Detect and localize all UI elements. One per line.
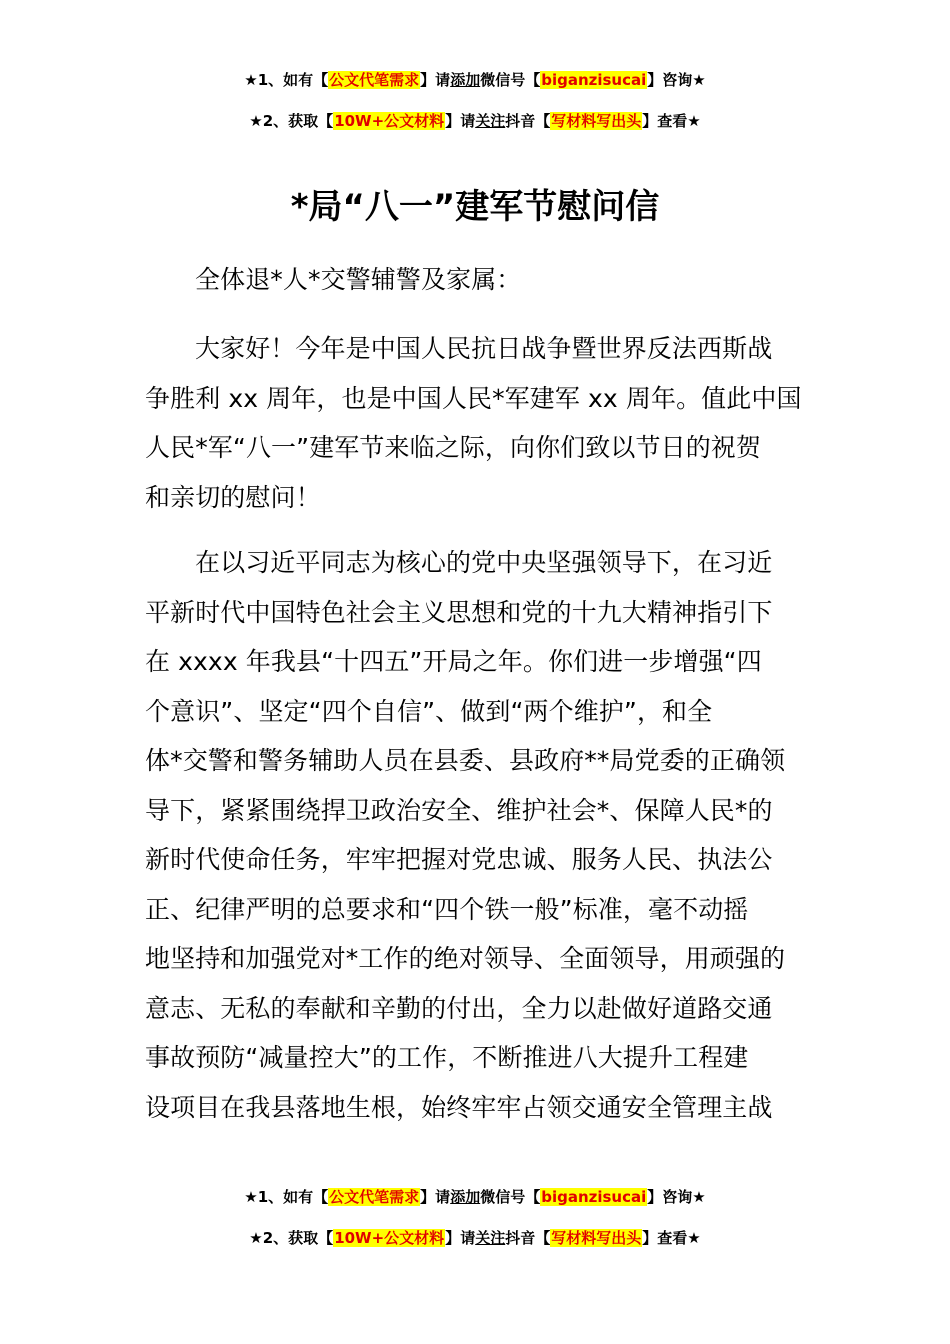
paragraph-line: 在以习近平同志为核心的党中央坚强领导下，在习近 [195,548,773,577]
header-promo-line-1 [0,70,950,90]
promo-text: 】咨询★ [647,71,706,89]
paragraph-line: 意志、无私的奉献和辛勤的付出，全力以赴做好道路交通 [145,993,773,1023]
footer-promo-line-2 [0,1228,950,1248]
highlighted-douyin-account: 写材料写出头 [551,112,642,130]
highlighted-wechat-id: biganzisucai [541,1188,647,1206]
paragraph-line: 大家好！今年是中国人民抗日战争暨世界反法西斯战 [195,334,773,363]
promo-text: 】请 [420,71,451,89]
paragraph-line: 争胜利 xx 周年，也是中国人民*军建军 xx 周年。值此中国 [145,383,802,413]
paragraph-line: 设项目在我县落地生根，始终牢牢占领交通安全管理主战 [145,1092,773,1122]
highlighted-service: 公文代笔需求 [329,71,420,89]
promo-text: 】查看★ [642,112,701,130]
promo-text: 】请 [445,1229,476,1247]
highlighted-service: 公文代笔需求 [329,1188,420,1206]
promo-text: 微信号【 [480,71,541,89]
paragraph-line: 在 xxxx 年我县“十四五”开局之年。你们进一步增强“四 [145,647,762,676]
paragraph-line: 新时代使命任务，牢牢把握对党忠诚、服务人民、执法公 [145,845,773,874]
paragraph-line: 和亲切的慰问！ [145,482,321,512]
paragraph-1 [145,324,807,522]
paragraph-line: 导下，紧紧围绕捍卫政治安全、维护社会*、保障人民*的 [145,795,773,825]
underlined-action: 添加 [450,71,481,89]
promo-text: 】咨询★ [647,1188,706,1206]
paragraph-line: 地坚持和加强党对*工作的绝对领导、全面领导，用顽强的 [145,944,786,973]
promo-text: 】查看★ [642,1229,701,1247]
header-promo-line-2 [0,111,950,131]
promo-text: 抖音【 [505,1229,551,1247]
paragraph-2 [145,538,807,1132]
paragraph-line: 个意识”、坚定“四个自信”、做到“两个维护”，和全 [145,696,713,726]
highlighted-materials: 10W+公文材料 [334,1229,445,1247]
promo-text: 微信号【 [480,1188,541,1206]
footer-promo-line-1 [0,1187,950,1207]
paragraph-line: 体*交警和警务辅助人员在县委、县政府**局党委的正确领 [145,746,786,775]
underlined-action: 添加 [450,1188,481,1206]
paragraph-line: 事故预防“减量控大”的工作，不断推进八大提升工程建 [145,1043,749,1072]
document-title: *局“八一”建军节慰问信 [290,187,660,227]
paragraph-line: 平新时代中国特色社会主义思想和党的十九大精神指引下 [145,597,773,627]
promo-text: 抖音【 [505,112,551,130]
underlined-action: 关注 [475,112,506,130]
highlighted-douyin-account: 写材料写出头 [551,1229,642,1247]
highlighted-wechat-id: biganzisucai [541,71,647,89]
underlined-action: 关注 [475,1229,506,1247]
highlighted-materials: 10W+公文材料 [334,112,445,130]
promo-text: ★2、获取【 [249,112,334,130]
promo-text: 】请 [445,112,476,130]
promo-text: ★1、如有【 [244,71,329,89]
paragraph-line: 人民*军“八一”建军节来临之际，向你们致以节日的祝贺 [145,433,762,462]
promo-text: ★1、如有【 [244,1188,329,1206]
salutation: 全体退*人*交警辅警及家属： [195,265,522,294]
promo-text: ★2、获取【 [249,1229,334,1247]
paragraph-line: 正、纪律严明的总要求和“四个铁一般”标准，毫不动摇 [145,894,749,924]
promo-text: 】请 [420,1188,451,1206]
